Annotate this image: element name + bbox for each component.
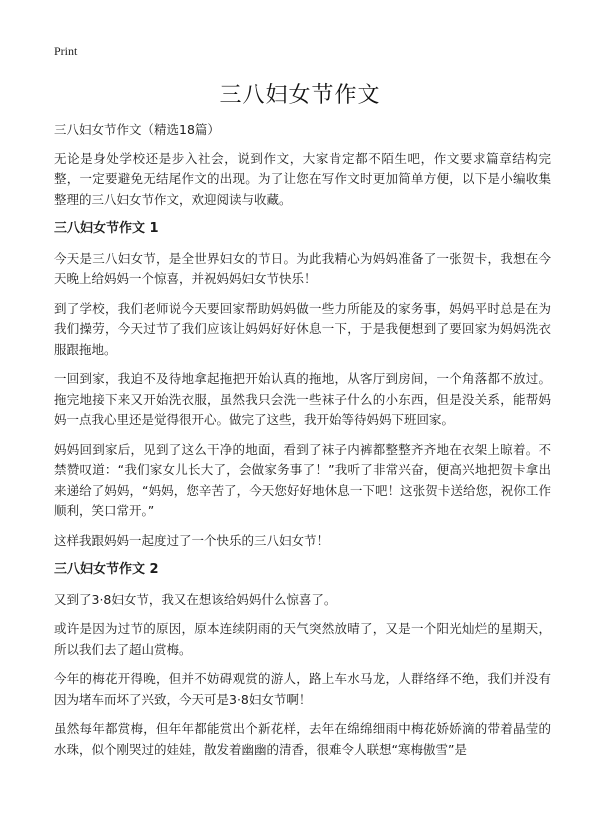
paragraph: 今天是三八妇女节，是全世界妇女的节日。为此我精心为妈妈准备了一张贺卡，我想在今天晚上给妈妈一个惊喜，并祝妈妈妇女节快乐！ (54, 250, 551, 286)
paragraph: 又到了3·8妇女节，我又在想该给妈妈什么惊喜了。 (54, 591, 337, 607)
section-heading: 三八妇女节作文 1 (54, 221, 159, 236)
intro-paragraph: 无论是身处学校还是步入社会，说到作文，大家肯定都不陌生吧，作文要求篇章结构完整，一定要避免无结尾作文的出现。为了让您在写作文时更加简单方便，以下是小编收集整理的三八妇女节作文，欢迎阅读与收藏。 (54, 150, 551, 207)
document-subtitle: 三八妇女节作文（精选18篇） (54, 122, 220, 137)
document-body (54, 120, 551, 769)
paragraph: 或许是因为过节的原因，原本连续阴雨的天气突然放晴了，又是一个阳光灿烂的星期天，所以我们去了超山赏梅。 (54, 621, 551, 657)
paragraph: 到了学校，我们老师说今天要回家帮助妈妈做一些力所能及的家务事，妈妈平时总是在为我们操劳，今天过节了我们应该让妈妈好好休息一下，于是我便想到了要回家为妈妈洗衣服跟拖地。 (54, 300, 551, 357)
paragraph: 虽然每年都赏梅，但年年都能赏出个新花样，去年在绵绵细雨中梅花娇娇滴的带着晶莹的水珠，似个刚哭过的娃娃，散发着幽幽的清香，很难令人联想“寒梅傲雪”是 (54, 721, 551, 757)
paragraph: 一回到家，我迫不及待地拿起拖把开始认真的拖地，从客厅到房间，一个角落都不放过。拖完地接下来又开始洗衣服，虽然我只会洗一些袜子什么的小东西，但是没关系，能帮妈妈一点我心里还是觉得很开心。做完了这些，我开始等待妈妈下班回家。 (54, 371, 551, 427)
paragraph: 今年的梅花开得晚，但并不妨碍观赏的游人，路上车水马龙，人群络绎不绝，我们并没有因为堵车而坏了兴致，今天可是3·8妇女节啊！ (54, 671, 551, 707)
paragraph: 这样我跟妈妈一起度过了一个快乐的三八妇女节！ (54, 532, 330, 548)
section-heading: 三八妇女节作文 2 (54, 562, 159, 577)
print-label: Print (54, 44, 78, 58)
page-title: 三八妇女节作文 (219, 83, 381, 108)
paragraph: 妈妈回到家后，见到了这么干净的地面，看到了袜子内裤都整整齐齐地在衣架上晾着。不禁赞叹道：“我们家女儿长大了，会做家务事了！”我听了非常兴奋，便高兴地把贺卡拿出来递给了妈妈，“妈妈，您辛苦了，今天您好好地休息一下吧！这张贺卡送给您，祝你工作顺利，笑口常开。” (54, 441, 551, 518)
